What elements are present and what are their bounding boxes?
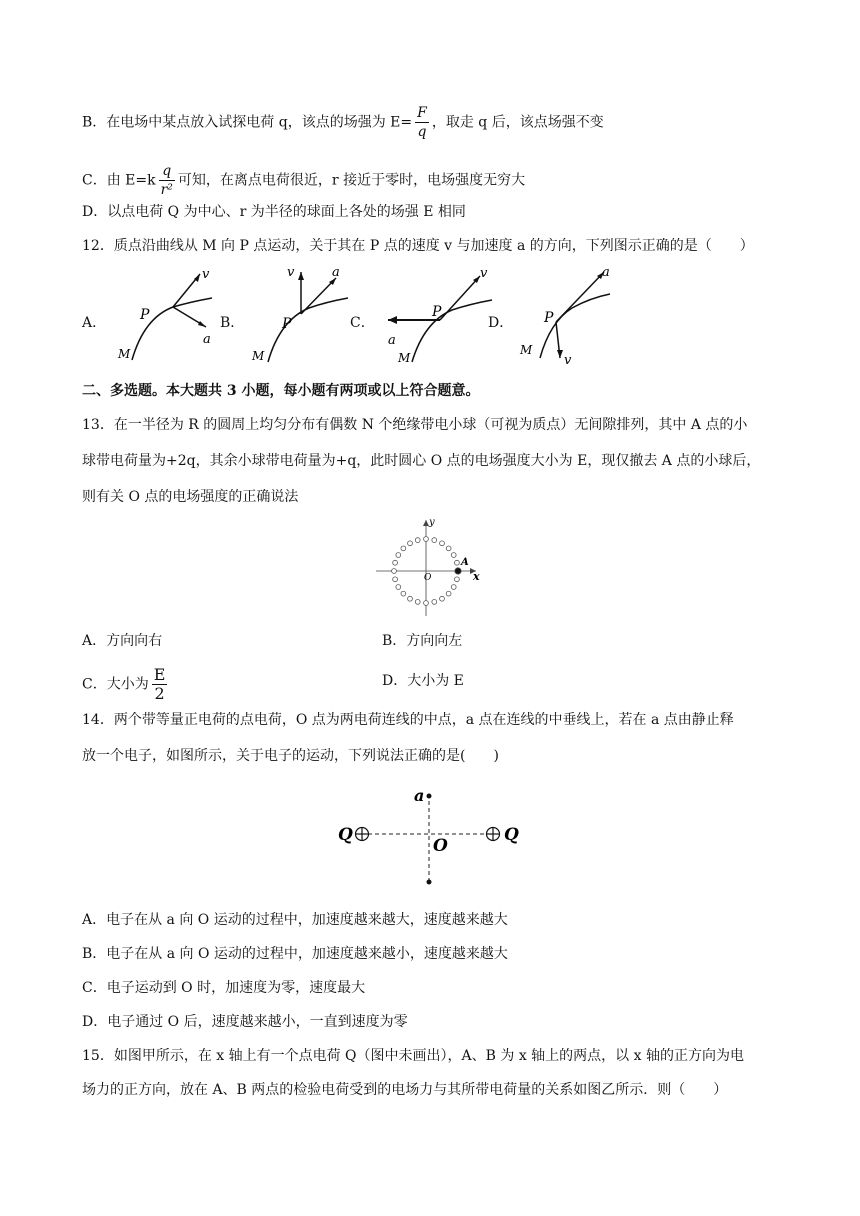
q14-option-d: D．电子通过 O 后，速度越来越小，一直到速度为零 bbox=[82, 1014, 408, 1030]
q12-figure-c bbox=[380, 266, 500, 366]
ring-ball bbox=[415, 538, 420, 543]
q12-a-label-p: P bbox=[140, 307, 150, 323]
q15-stem-line1: 15．如图甲所示，在 x 轴上有一个点电荷 Q（图中未画出），A、B 为 x 轴上的两点，以 x 轴的正方向为电 bbox=[82, 1048, 744, 1064]
q13-stem-line1: 13．在一半径为 R 的圆周上均匀分布有偶数 N 个绝缘带电小球（可视为质点）无间隙排列，其中 A 点的小 bbox=[82, 417, 748, 433]
q11-c-fraction bbox=[159, 162, 175, 199]
q14-label-a: a bbox=[414, 786, 425, 805]
q11-b-text-pre: B．在电场中某点放入试探电荷 q，该点的场强为 E= bbox=[82, 114, 413, 131]
q13-c-text: C．大小为 bbox=[82, 676, 149, 693]
ring-ball bbox=[393, 577, 398, 582]
q13-option-b: B．方向向左 bbox=[382, 633, 463, 649]
section-heading: 二、多选题。本大题共 3 小题，每小题有两项或以上符合题意。 bbox=[82, 383, 480, 399]
q13-label-o: O bbox=[424, 573, 432, 583]
q13-c-denominator: 2 bbox=[154, 684, 165, 703]
q11-b-text-post: ，取走 q 后，该点场强不变 bbox=[431, 114, 604, 131]
q13-option-d: D．大小为 E bbox=[382, 673, 464, 689]
q13-stem-line2: 球带电荷量为+2q，其余小球带电荷量为+q，此时圆心 O 点的电场强度大小为 E，现仅撤去 A 点的小球后， bbox=[82, 453, 761, 469]
q12-b-label-a: a bbox=[332, 265, 340, 280]
q11-option-b bbox=[82, 104, 604, 141]
q14-option-b: B．电子在从 a 向 O 运动的过程中，加速度越来越小，速度越来越大 bbox=[82, 946, 508, 962]
ring-ball bbox=[446, 546, 451, 551]
q13-stem-line3: 则有关 O 点的电场强度的正确说法 bbox=[82, 489, 299, 505]
q12-stem: 12．质点沿曲线从 M 向 P 点运动，关于其在 P 点的速度 v 与加速度 a 的方向，下列图示正确的是（ ） bbox=[82, 238, 754, 254]
ball-a bbox=[455, 568, 461, 574]
q12-c-label-p: P bbox=[432, 304, 442, 320]
q11-c-denominator: r² bbox=[160, 182, 173, 198]
ring-ball bbox=[424, 601, 429, 606]
q12-d-label-v: v bbox=[564, 353, 572, 368]
q14-label-o: O bbox=[433, 836, 448, 856]
ring-ball bbox=[393, 560, 398, 565]
ring-ball bbox=[432, 538, 437, 543]
q13-c-fraction bbox=[152, 666, 168, 703]
ring-ball bbox=[408, 541, 413, 546]
q11-c-text-post: 可知，在离点电荷很近，r 接近于零时，电场强度无穷大 bbox=[177, 172, 526, 189]
q13-label-y: y bbox=[429, 517, 435, 528]
q13-label-a: A bbox=[461, 557, 469, 568]
ring-ball bbox=[396, 585, 401, 590]
q11-option-c bbox=[82, 162, 525, 199]
ring-ball bbox=[455, 577, 460, 582]
q12-option-c-label: C． bbox=[350, 315, 375, 331]
q13-c-numerator: E bbox=[153, 665, 166, 684]
ring-ball bbox=[451, 585, 456, 590]
q12-a-label-m: M bbox=[118, 347, 131, 361]
q11-c-text-pre: C．由 E=k bbox=[82, 172, 156, 189]
q12-option-a-label: A． bbox=[82, 315, 107, 331]
q15-stem-line2: 场力的正方向，放在 A、B 两点的检验电荷受到的电场力与其所带电荷量的关系如图乙所示．则（ ） bbox=[82, 1082, 728, 1098]
q12-figure-b bbox=[246, 264, 356, 368]
q14-figure-charges bbox=[332, 784, 532, 888]
q13-figure-ring bbox=[372, 512, 488, 618]
q12-a-label-a: a bbox=[203, 332, 211, 347]
q12-b-label-m: M bbox=[252, 349, 265, 363]
q12-c-label-a: a bbox=[388, 333, 396, 348]
q14-stem-line1: 14．两个带等量正电荷的点电荷，O 点为两电荷连线的中点，a 点在连线的中垂线上，若在 a 点由静止释 bbox=[82, 712, 734, 728]
q13-label-x: x bbox=[473, 570, 480, 583]
ring-ball bbox=[440, 596, 445, 601]
q12-figure-a bbox=[110, 266, 220, 366]
q11-b-numerator: F bbox=[417, 105, 427, 121]
q14-label-q-right: Q bbox=[504, 825, 519, 845]
q11-c-numerator: q bbox=[159, 162, 175, 181]
q12-d-label-m: M bbox=[520, 343, 533, 357]
ring-ball bbox=[401, 546, 406, 551]
q12-b-label-p: P bbox=[282, 316, 292, 332]
ring-ball bbox=[424, 537, 429, 542]
q14-option-a: A．电子在从 a 向 O 运动的过程中，加速度越来越大，速度越来越大 bbox=[82, 912, 508, 928]
ring-ball bbox=[455, 560, 460, 565]
ring-ball bbox=[401, 591, 406, 596]
q13-option-c bbox=[82, 666, 170, 703]
q12-figure-d bbox=[512, 264, 622, 368]
ring-ball bbox=[432, 600, 437, 605]
q12-d-label-p: P bbox=[544, 310, 554, 326]
ring-ball bbox=[440, 541, 445, 546]
q12-c-label-v: v bbox=[480, 266, 488, 281]
ring-ball bbox=[408, 596, 413, 601]
q12-a-label-v: v bbox=[202, 267, 210, 282]
q14-stem-line2: 放一个电子，如图所示，关于电子的运动，下列说法正确的是( ) bbox=[82, 748, 499, 764]
q14-label-q-left: Q bbox=[338, 825, 353, 845]
ring-ball bbox=[396, 553, 401, 558]
q12-b-label-v: v bbox=[287, 265, 295, 280]
q12-option-b-label: B． bbox=[220, 315, 245, 331]
ring-ball bbox=[415, 600, 420, 605]
ring-ball bbox=[446, 591, 451, 596]
q14-option-c: C．电子运动到 O 时，加速度为零，速度最大 bbox=[82, 980, 366, 996]
q12-c-label-m: M bbox=[398, 351, 411, 365]
q11-option-d: D．以点电荷 Q 为中心、r 为半径的球面上各处的场强 E 相同 bbox=[82, 204, 466, 220]
q13-option-a: A．方向向右 bbox=[82, 633, 163, 649]
ring-ball bbox=[451, 553, 456, 558]
q12-d-label-a: a bbox=[602, 265, 610, 280]
q12-option-d-label: D． bbox=[488, 315, 514, 331]
q11-b-fraction bbox=[415, 104, 429, 141]
q11-b-denominator: q bbox=[417, 124, 427, 140]
ring-ball bbox=[392, 569, 397, 574]
